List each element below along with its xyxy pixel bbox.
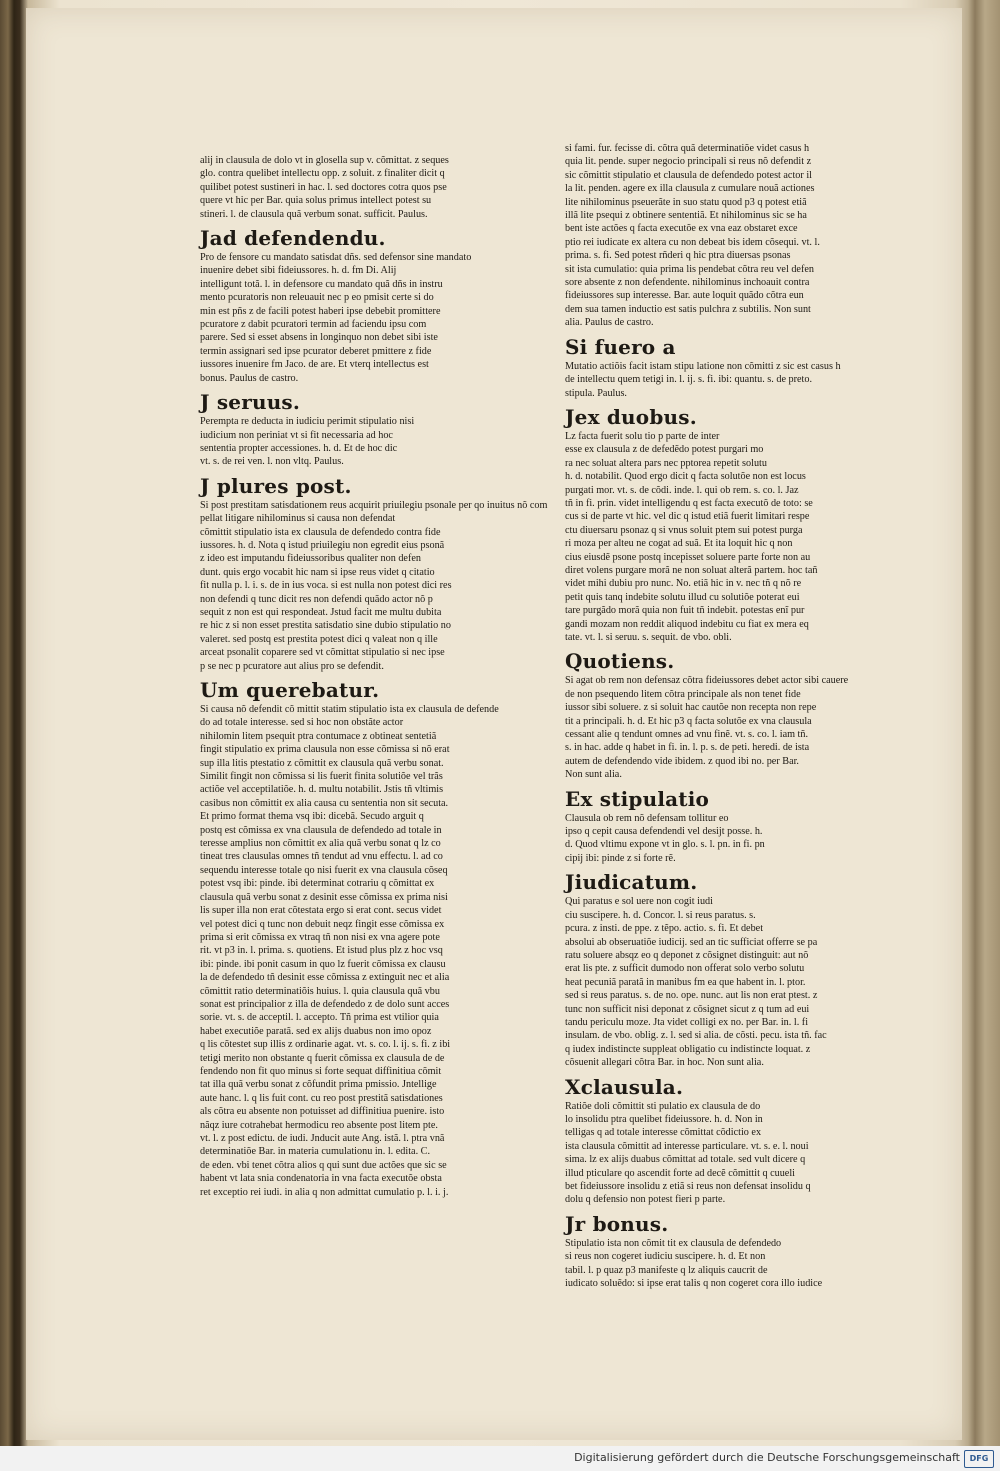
text-line: arceat psonalit coparere sed vt cõmittat stipulatio si nec ipse (200, 647, 445, 659)
text-line: tandu periculu moze. Jta videt colligi ex no. per Bar. in. l. fi (565, 1016, 809, 1028)
text-line: valeret. sed postq est prestita potest dici q valeat non q ille (200, 633, 438, 645)
text-line: tate. vt. l. si seruu. s. sequit. de vbo. obli. (565, 632, 732, 643)
text-line: Stipulatio ista non cõmit tit ex clausula de defendedo (565, 1237, 782, 1249)
section-heading: Jiudicatum. (565, 870, 698, 895)
text-line: tabil. l. p quaz p3 manifeste q lz aliquis caucrit de (565, 1264, 768, 1276)
text-line: inuenire debet sibi fideiussores. h. d. fm Di. Alij (200, 265, 397, 277)
text-line: de intellectu quem tetigi in. l. ij. s. fi. ibi: quantu. s. de preto. (565, 374, 813, 386)
text-line: autem de defendendo vide ibidem. z quod ibi no. per Bar. (565, 755, 799, 767)
text-line: si reus non cogeret iudiciu suscipere. h. d. Et non (565, 1251, 766, 1263)
text-line: determinatiõe Bar. in materia cumulationu in. l. edita. C. (200, 1146, 431, 1158)
text-line: actiõe vel acceptilatiõe. h. d. multu notabilit. Jstis tñ vltimis (200, 784, 444, 796)
text-line: glo. contra quelibet intellectu opp. z soluit. z finaliter dicit q (200, 168, 445, 180)
section-heading: J seruus. (200, 390, 301, 415)
text-line: fideiussores sup interesse. Bar. aute loquit quãdo cõtra eun (565, 290, 804, 302)
text-line: alij in clausula de dolo vt in glosella sup v. cõmittat. z seques (200, 155, 449, 166)
text-line: z ideo est imputandu fideiussoribus qualiter non defen (200, 553, 421, 565)
text-line: q iudex indistincte suppleat obligatio cu indistincte loquat. z (565, 1043, 811, 1055)
text-line: quere vt hic per Bar. quia solus primus intellect potest su (200, 195, 432, 207)
text-line: sequit z non est qui respondeat. Jstud facit me multu dubita (200, 606, 442, 618)
section-heading: Jad defendendu. (200, 226, 386, 251)
text-line: habent vt lata snia condenatoria in vna facta executõe obsta (200, 1173, 442, 1185)
text-line: illã lite psequi z obtinere sententiã. Et nihilominus sic se ha (565, 210, 807, 222)
text-line: Si post prestitam satisdationem reus acquirit priuilegiu psonale per qo inuitus nõ com (200, 499, 548, 511)
text-line: quia lit. pende. super negocio principali si reus nõ defendit z (565, 156, 812, 168)
footer-bar (0, 1446, 1000, 1471)
text-line: Clausula ob rem nõ defensam tollitur eo (565, 812, 729, 824)
text-line: re hic z si non esset prestita satisdatio sine dubio stipulatio no (200, 620, 451, 632)
text-line: Et primo format thema vsq ibi: dicebã. Secudo arguit q (200, 811, 424, 823)
text-line: fingit stipulatio ex prima clausula non esse cõmissa si nõ erat (200, 744, 450, 756)
text-line: diret volens purgare morã ne non soluat alterã partem. hoc tañ (565, 564, 818, 576)
text-line: Qui paratus e sol uere non cogit iudi (565, 896, 713, 908)
text-line: la de defendedo tñ desinit esse cõmissa z extinguit nec et alia (200, 972, 450, 984)
text-line: sit ista cumulatio: quia prima lis pendebat cõtra reu vel defen (565, 263, 814, 275)
text-line: Si causa nõ defendit cõ mittit statim stipulatio ista ex clausula de defende (200, 704, 499, 715)
text-line: sequendu interesse totale qo nisi fuerit ex vna clausula cõseq (200, 864, 448, 876)
text-line: parere. Sed si esset absens in longinquo non debet sibi iste (200, 332, 438, 344)
text-line: nihilomin litem psequit ptra contumace z obtineat sentetiã (200, 730, 437, 742)
text-line: Similit fingit non cõmissa si lis fuerit finita solutiõe vel trãs (200, 771, 443, 783)
text-line: la lit. penden. agere ex illa clausula z cumulare nouã actiones (565, 183, 815, 195)
text-line: prima. s. fi. Sed potest rñderi q hic ptra diuersas psonas (565, 250, 791, 262)
text-line: dem sua tamen inductio est satis pulchra z subtilis. Non sunt (565, 303, 811, 315)
text-line: vt. l. z post edictu. de iudi. Jnducit aute Ang. istã. l. ptra vnã (200, 1133, 445, 1144)
text-line: illud pticulare qo ascendit forte ad decẽ cõmittit q cuueli (565, 1167, 795, 1179)
text-line: sententia propter accessiones. h. d. Et de hoc dic (200, 442, 398, 454)
text-line: sorie. vt. s. de acceptil. l. accepto. Tñ prima est vtilior quia (200, 1012, 439, 1024)
text-line: gandi mozam non reddit aliquod indebitu cu fiat ex mera eq (565, 618, 809, 630)
text-line: insulam. de vbo. oblig. z. l. sed si alia. de cõsti. pecu. ista tñ. fac (565, 1030, 827, 1042)
text-line: videt mihi dubiu pro nunc. No. etiã hic in v. nec tñ q nõ re (565, 578, 802, 590)
text-line: potest vsq ibi: pinde. ibi determinat cotrariu q cõmittat ex (200, 878, 435, 890)
text-line: q lis cõtestet sup illis z ordinarie agat. vt. s. co. l. ij. s. fi. z ibi (200, 1039, 451, 1051)
text-line: cõmittit stipulatio ista ex clausula de defendedo contra fide (200, 526, 441, 538)
text-line: cõsuenit allegari cõtra Bar. in hoc. Non sunt alia. (565, 1057, 764, 1069)
text-line: non defendi q tunc dicit res non defendi quãdo actor nõ p (200, 593, 433, 605)
text-line: pcuratore z dabit pcuratori termin ad faciendu ipsu com (200, 319, 427, 331)
text-line: lo insolidu ptra quelibet fideiussore. h. d. Non in (565, 1113, 763, 1125)
text-line: habet executiõe paratã. sed ex alijs duabus non imo opoz (200, 1025, 432, 1037)
text-line: postq est cõmissa ex vna clausula de defendedo ad totale in (200, 824, 442, 836)
text-line: sic cõmittit stipulatio et clausula de defendedo potest actor il (565, 169, 812, 181)
text-line: Si agat ob rem non defensaz cõtra fideiussores debet actor sibi cauere (565, 675, 849, 687)
text-line: Non sunt alia. (565, 769, 622, 781)
text-line: vt. s. de rei ven. l. non vltq. Paulus. (200, 456, 344, 468)
text-line: ra nec soluat altera pars nec pptorea repetit solutu (565, 457, 767, 469)
text-line: lite nihilominus pseuerãte in suo statu quod p3 q potest etiã (565, 196, 807, 208)
text-line: tineat tres clausulas omnes tñ tendut ad vnu effectu. l. ad co (200, 851, 443, 863)
funding-credit: Digitalisierung gefördert durch die Deutsche Forschungsgemeinschaft (574, 1451, 960, 1464)
text-line: vel potest dici q tunc non debuit neqz fingit esse cõmissa ex (200, 918, 445, 930)
text-line: stineri. l. de clausula quã verbum sonat. sufficit. Paulus. (200, 208, 428, 220)
text-line: ctu diuersaru psonaz q si vnus soluit ptem sui potest purga (565, 524, 803, 536)
text-line: tare purgãdo morã quia non fuit tñ indebit. potestas enĩ pur (565, 605, 805, 617)
text-line: d. Quod vltimu expone vt in glo. s. l. pn. in fi. pn (565, 839, 765, 851)
text-line: iussores inuenire fm Jaco. de are. Et vterq intellectus est (200, 359, 429, 371)
text-line: min est pñs z de facili potest haberi ipse debebit promittere (200, 305, 441, 317)
text-line: si fami. fur. fecisse di. cõtra quã determinatiõe videt casus h (565, 143, 810, 154)
text-line: dunt. quis ergo vocabit hic nam si ipse reus videt q citatio (200, 566, 435, 578)
section-heading: J plures post. (200, 473, 352, 498)
text-line: iudicato soluẽdo: si ipse erat talis q non cogeret cora illo iudice (565, 1278, 823, 1290)
text-line: ri moza per alteu ne cogat ad suã. Et ita loquit hic q non (565, 538, 793, 550)
text-line: fendendo non fit quo minus si forte sequat diffinitiua cõmit (200, 1065, 442, 1077)
text-line: bet fideiussore insolidu z etiã si reus non defensat insolidu q (565, 1181, 811, 1192)
section-heading: Jex duobus. (565, 404, 697, 429)
text-line: erat lis pte. z sufficit dumodo non offerat solo verbo solutu (565, 963, 805, 975)
text-line: heat pecuniã paratã in manibus fm ea que habent in. l. ptor. (565, 976, 806, 988)
text-line: sore absente z non defendente. nihilominus inchoauit contra (565, 277, 810, 289)
text-line: petit quis tanq indebite solutu illud cu solutiõe poterat eui (565, 591, 800, 603)
text-line: alia. Paulus de castro. (565, 317, 654, 329)
text-line: termin assignari sed ipse pcurator deberet pmittere z fide (200, 345, 432, 357)
text-line: telligas q ad totale interesse cõmittat cõdictio ex (565, 1127, 762, 1139)
text-line: sima. lz ex alijs duabus cõmittat ad totale. sed vult dicere q (565, 1154, 806, 1166)
text-line: bent iste actões q facta executõe ex vna eaz obstaret exce (565, 223, 798, 235)
section-heading: Ex stipulatio (565, 786, 710, 811)
text-line: ciu suscipere. h. d. Concor. l. si reus paratus. s. (565, 909, 756, 921)
section-heading: Si fuero a (565, 334, 676, 359)
text-line: cus si de parte vt hic. vel dic q istud etiã fuerit limitari respe (565, 511, 810, 523)
dfg-logo: DFG (964, 1450, 994, 1468)
text-line: sed si reus paratus. s. de no. ope. nunc. aut lis non erat ptest. z (565, 990, 818, 1002)
section-heading: Jr bonus. (565, 1211, 669, 1236)
text-line: lis super illa non erat cõtestata ergo si erat cont. secus videt (200, 905, 442, 917)
text-line: ista clausula cõmittit ad interesse particulare. vt. s. e. l. noui (565, 1140, 809, 1152)
text-line: cipij ibi: pinde z si forte rẽ. (565, 852, 676, 864)
text-line: fit nulla p. l. i. s. de in ius voca. si est nulla non potest dici res (200, 580, 452, 592)
text-line: absolui ab obseruatiõe iudicij. sed an tic sufficiat offerre se pa (565, 936, 818, 948)
text-line: bonus. Paulus de castro. (200, 372, 299, 384)
text-line: purgati mor. vt. s. de cõdi. inde. l. qui ob rem. s. co. l. Jaz (565, 484, 799, 496)
text-line: mento pcuratoris non releuauit nec p eo pmisit certe si do (200, 292, 434, 304)
text-line: sonat est principalior z illa de defendedo z de dolo sunt acces (200, 998, 450, 1010)
text-line: pellat litigare nihilominus si causa non defendat (200, 513, 396, 525)
text-line: tit a principali. h. d. Et hic p3 q facta solutõe ex vna clausula (565, 715, 812, 727)
text-line: sup illa litis ptestatio z cõmittit ex clausula quã verbu sonat. (200, 757, 444, 769)
text-line: ratu soluere absqz eo q deponet z cõsignet distinguit: aut nõ (565, 949, 809, 961)
text-line: cõmittit ratio determinatiõis huius. l. quia clausula quã vbu (200, 985, 440, 997)
text-line: dolu q defensio non potest fieri p parte. (565, 1194, 726, 1206)
left-text-column (200, 154, 548, 1198)
text-line: nãqz iure cotrahebat hermodicu reo absente post litem pte. (200, 1119, 438, 1131)
text-line: iussores. h. d. Nota q istud priuilegiu non egredit eius psonã (200, 539, 445, 551)
text-line: intelligunt totã. l. in defensore cu mandato quã dñs in instru (200, 278, 443, 290)
text-line: aute hanc. l. q lis fuit cont. cu reo post prestitã satisdationes (200, 1092, 443, 1104)
text-line: p se nec p pcuratore aut alius pro se defendit. (200, 660, 384, 672)
text-line: iudicium non periniat vt si fit necessaria ad hoc (200, 429, 393, 441)
text-line: tetigi merito non obstante q fuerit cõmissa ex clausula de de (200, 1052, 445, 1064)
section-heading: Xclausula. (565, 1074, 684, 1099)
text-line: Mutatio actiõis facit istam stipu latione non cõmitti z sic est casus h (565, 360, 841, 372)
text-line: de non psequendo litem cõtra principale als non tenet fide (565, 688, 801, 700)
right-text-column (565, 142, 878, 1290)
text-line: s. in hac. adde q habet in fi. in. l. p. s. de peti. heredi. de ista (565, 742, 810, 754)
text-line: Lz facta fuerit solu tio p parte de inter (565, 430, 720, 442)
text-line: Ratiõe doli cõmittit sti pulatio ex clausula de do (565, 1100, 761, 1112)
text-line: tat illa quã verbu sonat z cõfundit prima pmissio. Jntellige (200, 1079, 437, 1091)
text-line: stipula. Paulus. (565, 387, 627, 399)
text-line: do ad totale interesse. sed si hoc non obstãte actor (200, 717, 404, 729)
text-line: Pro de fensore cu mandato satisdat dñs. sed defensor sine mandato (200, 252, 472, 264)
text-line: pcura. z insti. de ppe. z tẽpo. actio. s. fi. Et debet (565, 923, 764, 935)
text-line: cessant alie q tendunt omnes ad vnu finẽ. vt. s. co. l. iam tñ. (565, 729, 809, 741)
text-line: Perempta re deducta in iudiciu perimit stipulatio nisi (200, 416, 415, 428)
text-line: h. d. notabilit. Quod ergo dicit q facta solutõe non est locus (565, 471, 806, 483)
text-line: ret exceptio rei iudi. in alia q non admittat cumulatio p. l. i. j. (200, 1186, 449, 1198)
text-line: casibus non cõmittit ex alia causa cu sententia non sit secuta. (200, 797, 449, 809)
text-line: ipso q cepit causa defendendi vel desijt posse. h. (565, 826, 763, 838)
section-heading: Quotiens. (565, 649, 675, 674)
text-line: tunc non sufficit nisi deponat z cõsignet sicut z q tum ad eui (565, 1003, 810, 1015)
text-line: quilibet potest sustineri in hac. l. sed doctores cotra quos pse (200, 181, 447, 193)
text-line: teresse amplius non cõmittit ex alia quã verbu sonat q lz co (200, 838, 441, 850)
text-line: tñ in fi. prin. videt intelligendu q est facta executõ de toto: se (565, 497, 813, 509)
text-line: als cõtra eu absente non potuisset ad diffinitiua puenire. isto (200, 1106, 445, 1118)
text-line: ibi: pinde. ibi ponit casum in quo lz fuerit cõmissa ex clausu (200, 958, 446, 970)
text-line: rit. vt p3 in. l. prima. s. quotiens. Et istud plus plz z hoc vsq (200, 945, 443, 957)
text-line: esse ex clausula z de defedẽdo potest purgari mo (565, 444, 764, 456)
text-line: ptio rei iudicate ex altera cu non debeat bis idem cõsequi. vt. l. (565, 236, 820, 248)
text-line: prima si erit cõmissa ex vtraq tñ non nisi ex vna agere pote (200, 931, 440, 943)
text-line: clausula quã verbu sonat z desinit esse cõmissa ex prima nisi (200, 891, 448, 903)
text-line: iussor sibi soluere. z si soluit hac cautõe non recepta non repe (565, 702, 817, 714)
section-heading: Um querebatur. (200, 678, 380, 702)
text-line: de eden. vbi tenet cõtra alios q qui sunt due actões que sic se (200, 1159, 447, 1171)
text-line: cius eiusdẽ psone postq incepisset soluere parte forte non au (565, 551, 811, 563)
